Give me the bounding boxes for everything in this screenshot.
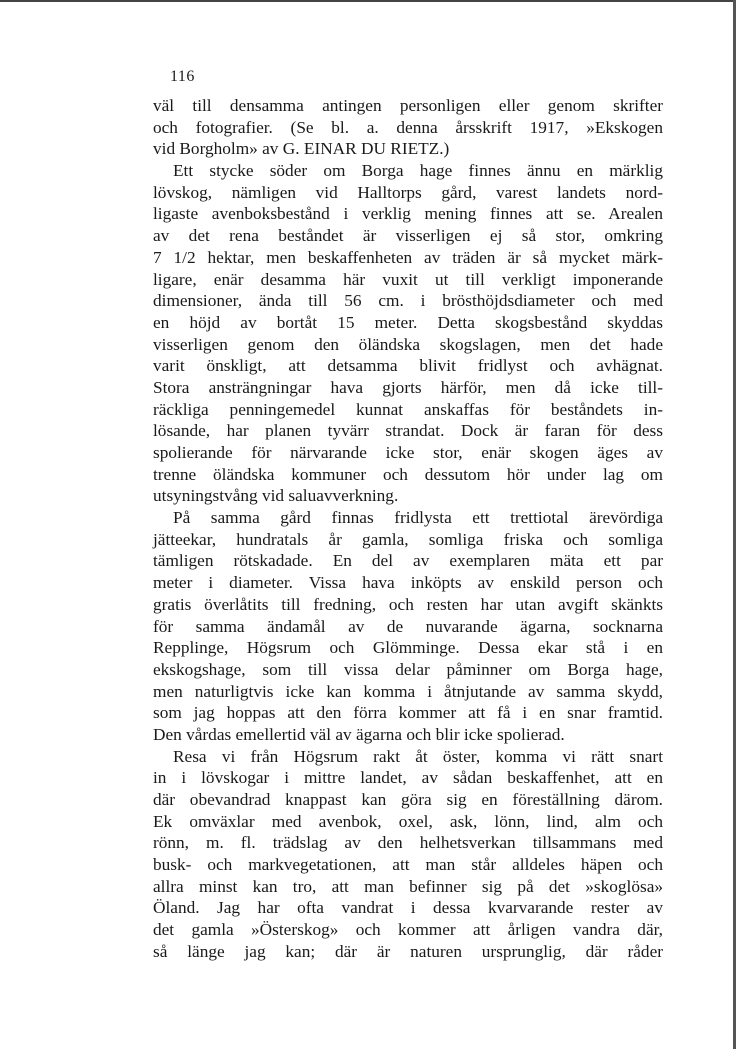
- text-line: Öland. Jag har ofta vandrat i dessa kvarvarande rester av: [153, 898, 663, 918]
- text-line: tämligen rötskadade. En del av exemplaren mäta ett par: [153, 551, 663, 571]
- text-line: ligaste avenboksbestånd i verklig mening finnes att se. Arealen: [153, 204, 663, 224]
- text-line: Stora ansträngningar hava gjorts härför, men då icke till-: [153, 377, 663, 397]
- page-number: 116: [170, 68, 195, 85]
- text-line: 7 1/2 hektar, men beskaffenheten av träden är så mycket märk-: [153, 247, 663, 267]
- text-line: vid Borgholm» av G. EINAR DU RIETZ.): [153, 139, 450, 159]
- text-line: som jag hoppas att den förra kommer att få i en snar framtid.: [153, 703, 663, 723]
- text-line: spolierande för närvarande icke stor, enär skogen äges av: [153, 443, 663, 462]
- text-line: utsyningstvång vid saluavverkning.: [153, 486, 399, 506]
- text-line: där obevandrad knappast kan göra sig en föreställning därom.: [153, 790, 663, 809]
- text-line: av det rena beståndet är visserligen ej så stor, omkring: [153, 226, 663, 246]
- text-line: väl till densamma antingen personligen eller genom skrifter: [153, 96, 663, 115]
- text-line: Ett stycke söder om Borga hage finnes ännu en märklig: [173, 161, 663, 181]
- text-line: Ek omväxlar med avenbok, oxel, ask, lönn, lind, alm och: [153, 811, 663, 831]
- text-line: lösande, har planen tyvärr strandat. Dock är faran för dess: [153, 421, 663, 441]
- text-line: för samma ändamål av de nuvarande ägarna, socknarna: [153, 616, 663, 636]
- text-line: Repplinge, Högsrum och Glömminge. Dessa ekar stå i en: [153, 638, 663, 658]
- text-line: visserligen genom den öländska skogslagen, men det hade: [153, 334, 663, 354]
- text-line: så länge jag kan; där är naturen ursprunglig, där råder: [153, 941, 663, 961]
- text-line: det gamla »Österskog» och kommer att årligen vandra där,: [153, 920, 663, 940]
- text-line: gratis överlåtits till fredning, och resten har utan avgift skänkts: [153, 594, 663, 614]
- scan-top-edge: [0, 0, 736, 2]
- text-line: trenne öländska kommuner och dessutom hör under lag om: [153, 464, 663, 484]
- text-line: busk- och markvegetationen, att man står alldeles häpen och: [153, 855, 663, 875]
- text-line: ligare, enär desamma här vuxit ut till verkligt imponerande: [153, 269, 663, 289]
- text-line: räckliga penningemedel kunnat anskaffas för beståndets in-: [153, 399, 663, 419]
- text-line: men naturligtvis icke kan komma i åtnjutande av samma skydd,: [153, 681, 663, 701]
- body-text: [153, 95, 663, 963]
- text-line: och fotografier. (Se bl. a. denna årsskrift 1917, »Ekskogen: [153, 117, 663, 137]
- text-line: en höjd av bortåt 15 meter. Detta skogsbestånd skyddas: [153, 312, 663, 332]
- text-line: jätteekar, hundratals år gamla, somliga friska och somliga: [153, 529, 663, 549]
- text-line: lövskog, nämligen vid Halltorps gård, varest landets nord-: [153, 182, 663, 202]
- text-line: Resa vi från Högsrum rakt åt öster, komma vi rätt snart: [173, 746, 663, 766]
- text-line: in i lövskogar i mittre landet, av sådan beskaffenhet, att en: [153, 768, 663, 788]
- text-line: På samma gård finnas fridlysta ett trettiotal ärevördiga: [173, 508, 663, 528]
- text-line: rönn, m. fl. trädslag av den helhetsverkan tillsammans med: [153, 833, 663, 853]
- text-line: dimensioner, ända till 56 cm. i brösthöjdsdiameter och med: [153, 291, 663, 311]
- text-line: meter i diameter. Vissa hava inköpts av enskild person och: [153, 573, 663, 593]
- text-line: Den vårdas emellertid väl av ägarna och blir icke spolierad.: [153, 724, 565, 744]
- text-line: allra minst kan tro, att man befinner sig på det »skoglösa»: [153, 876, 663, 896]
- text-line: ekskogshage, som till vissa delar påminner om Borga hage,: [153, 659, 663, 679]
- text-line: varit önskligt, att detsamma blivit fridlyst och avhägnat.: [153, 356, 663, 376]
